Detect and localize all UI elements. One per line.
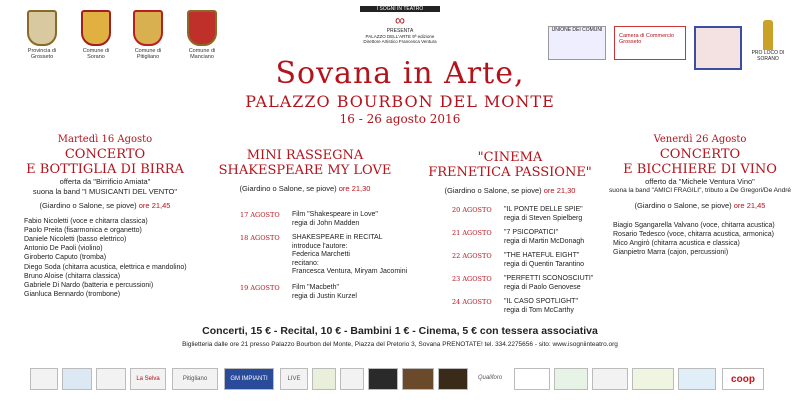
venue: (Giardino o Salone, se piove) (239, 184, 337, 193)
schedule-text: Film "Shakespeare in Love" regia di John Madden (292, 211, 378, 227)
schedule-date: 19 AGOSTO (240, 284, 280, 292)
schedule-date: 21 AGOSTO (452, 229, 492, 237)
crest-label: Provincia di Grosseto (27, 48, 57, 60)
crest-label: Comune di Pitigliano (134, 48, 162, 60)
sponsor-logo (678, 368, 716, 390)
time: ore 21,30 (543, 186, 576, 195)
schedule-text: Film "Macbeth" regia di Justin Kurzel (292, 284, 357, 300)
theatre-masks-icon: ∞ (395, 12, 405, 28)
crest-shield-icon (133, 10, 163, 46)
organizer-logo-director: Direttore Artistico Francesca Ventura (363, 39, 437, 44)
schedule-row (240, 234, 420, 280)
schedule-row (452, 229, 622, 249)
ticket-info: Biglietteria dalle ore 21 presso Palazzo Bourbon del Monte, Piazza del Pretorio 3, Sovana PRENOTATE! tel. 334.2275656 - sito: www.isogniinteatro.org (182, 341, 618, 348)
schedule-text: "PERFETTI SCONOSCIUTI" regia di Paolo Genovese (504, 275, 594, 291)
crest-comune-manciano (182, 10, 222, 60)
crest-label: Comune di Manciano (188, 48, 216, 60)
performer-list (10, 217, 200, 300)
list-item: Mico Angirò (chitarra acustica e classica) (613, 239, 740, 247)
crest-comune-pitigliano (128, 10, 168, 60)
sponsor-logo: coop (722, 368, 764, 390)
time: ore 21,45 (138, 201, 171, 210)
time: ore 21,30 (338, 184, 371, 193)
schedule-row (452, 252, 622, 272)
list-item: Antonio De Paoli (violino) (24, 245, 103, 253)
venue: (Giardino o Salone, se piove) (634, 201, 732, 210)
column-venue-time (605, 201, 795, 211)
crest-shield-icon (81, 10, 111, 46)
event-dates: 16 - 26 agosto 2016 (339, 112, 461, 126)
column-venue-time (210, 184, 400, 194)
sponsor-logo: GM IMPIANTI (224, 368, 274, 390)
logo-caption: Camera di Commercio Grosseto (619, 33, 675, 45)
column-title-line2: E BOTTIGLIA DI BIRRA (26, 162, 184, 177)
sponsor-logo (402, 368, 434, 390)
list-item: Gianluca Bennardo (trombone) (24, 291, 121, 299)
event-subtitle: PALAZZO BOURBON DEL MONTE (245, 92, 555, 111)
sponsor-logo: Qualiforo (472, 368, 508, 388)
schedule-date: 24 AGOSTO (452, 298, 492, 306)
schedule-row (240, 284, 420, 304)
schedule-date: 23 AGOSTO (452, 275, 492, 283)
sponsor-logo: Pitigliano (172, 368, 218, 390)
logo-camera-commercio (614, 26, 686, 60)
list-item: Rosario Tedesco (voce, chitarra acustica, armonica) (613, 230, 774, 238)
schedule-text: "IL PONTE DELLE SPIE" regia di Steven Spielberg (504, 206, 583, 222)
crest-comune-sorano (76, 10, 116, 60)
prices-line: Concerti, 15 € - Recital, 10 € - Bambini 1 € - Cinema, 5 € con tessera associativa (202, 325, 598, 337)
list-item: Fabio Nicoletti (voce e chitarra classica) (24, 217, 148, 225)
column-band: suona la band "AMICI FRAGILI", tributo a De Gregori/De André (608, 186, 791, 194)
logo-caption: UNIONE DEI COMUNI (551, 27, 603, 33)
time: ore 21,45 (733, 201, 766, 210)
column-title-line1: CONCERTO (64, 147, 146, 162)
schedule-text: "7 PSICOPATICI" regia di Martin McDonagh (504, 229, 585, 245)
column-venue-time (10, 201, 200, 211)
column-concerto-vino (605, 134, 795, 257)
column-band: suona la band "I MUSICANTI DEL VENTO" (32, 186, 178, 196)
schedule-row (452, 206, 622, 226)
column-offer: offerta da "Birrificio Amiata" (59, 177, 151, 186)
schedule-row (452, 275, 622, 295)
sponsor-logo (30, 368, 58, 390)
schedule-date: 17 AGOSTO (240, 211, 280, 219)
column-title-line2: E BICCHIERE DI VINO (623, 162, 777, 177)
sponsor-logo: La Selva (130, 368, 166, 390)
tower-icon (763, 20, 773, 50)
list-item: Gianpietro Marra (cajon, percussioni) (613, 249, 729, 257)
column-date: Martedì 16 Agosto (57, 134, 153, 145)
column-shakespeare (210, 148, 400, 194)
column-title-line1: CONCERTO (659, 147, 741, 162)
logo-caption: PRO LOCO DI SORANO (751, 50, 785, 62)
list-item: Daniele Nicoletti (basso elettrico) (24, 235, 127, 243)
column-concerto-birra (10, 134, 200, 299)
schedule-text: "IL CASO SPOTLIGHT" regia di Tom McCarthy (504, 298, 578, 314)
sponsor-logo: LIVE (280, 368, 308, 390)
event-title: Sovana in Arte, (275, 56, 525, 91)
sponsor-logo (632, 368, 674, 390)
column-offer: offerto da "Michele Ventura Vino" (645, 177, 755, 186)
column-venue-time (420, 186, 600, 196)
sponsor-logo (312, 368, 336, 390)
list-item: Diego Soda (chitarra acustica, elettrica e mandolino) (24, 263, 187, 271)
organizer-logo-presents: PRESENTA (386, 28, 414, 34)
column-title-line1: "CINEMA (477, 150, 543, 165)
schedule-date: 22 AGOSTO (452, 252, 492, 260)
list-item: Giroberto Caputo (tromba) (24, 254, 107, 262)
sponsor-logo (62, 368, 92, 390)
sponsor-logo (96, 368, 126, 390)
list-item: Biagio Sgangarella Valvano (voce, chitarra acustica) (613, 221, 775, 229)
crest-provincia-grosseto (22, 10, 62, 60)
sponsor-logo (340, 368, 364, 390)
schedule-text: SHAKESPEARE in RECITAL introduce l'autore: Federica Marchetti recitano: Francesca Ventura, Miryam Jacomini (292, 234, 408, 275)
schedule-date: 18 AGOSTO (240, 234, 280, 242)
list-item: Gabriele Di Nardo (batteria e percussioni) (24, 281, 154, 289)
crest-shield-icon (27, 10, 57, 46)
sponsor-logo (514, 368, 550, 390)
crest-label: Comune di Sorano (82, 48, 110, 60)
schedule-row (452, 298, 622, 318)
column-cinema (420, 150, 600, 196)
venue: (Giardino o Salone, se piove) (444, 186, 542, 195)
sponsor-logo (368, 368, 398, 390)
column-title-line2: FRENETICA PASSIONE" (428, 165, 592, 180)
list-item: Bruno Aloise (chitarra classica) (24, 272, 121, 280)
organizer-logo (360, 6, 440, 44)
crest-shield-icon (187, 10, 217, 46)
organizer-logo-name: I SOGNI IN TEATRO (360, 6, 440, 12)
column-title-line1: MINI RASSEGNA (246, 148, 364, 163)
venue: (Giardino o Salone, se piove) (39, 201, 137, 210)
list-item: Paolo Preita (fisarmonica e organetto) (24, 226, 142, 234)
organizer-logo-edition: PALAZZO DELL'ARTE 9ª edizione (365, 34, 435, 39)
sponsor-logo (438, 368, 468, 390)
schedule-text: "THE HATEFUL EIGHT" regia di Quentin Tarantino (504, 252, 585, 268)
column-title-line2: SHAKESPEARE MY LOVE (218, 163, 392, 178)
sponsor-logo (592, 368, 628, 390)
schedule-row (240, 211, 420, 231)
sponsor-logo (554, 368, 588, 390)
performer-list (605, 221, 795, 258)
column-date: Venerdì 26 Agosto (653, 134, 747, 145)
logo-unione-comuni (548, 26, 606, 60)
schedule-date: 20 AGOSTO (452, 206, 492, 214)
